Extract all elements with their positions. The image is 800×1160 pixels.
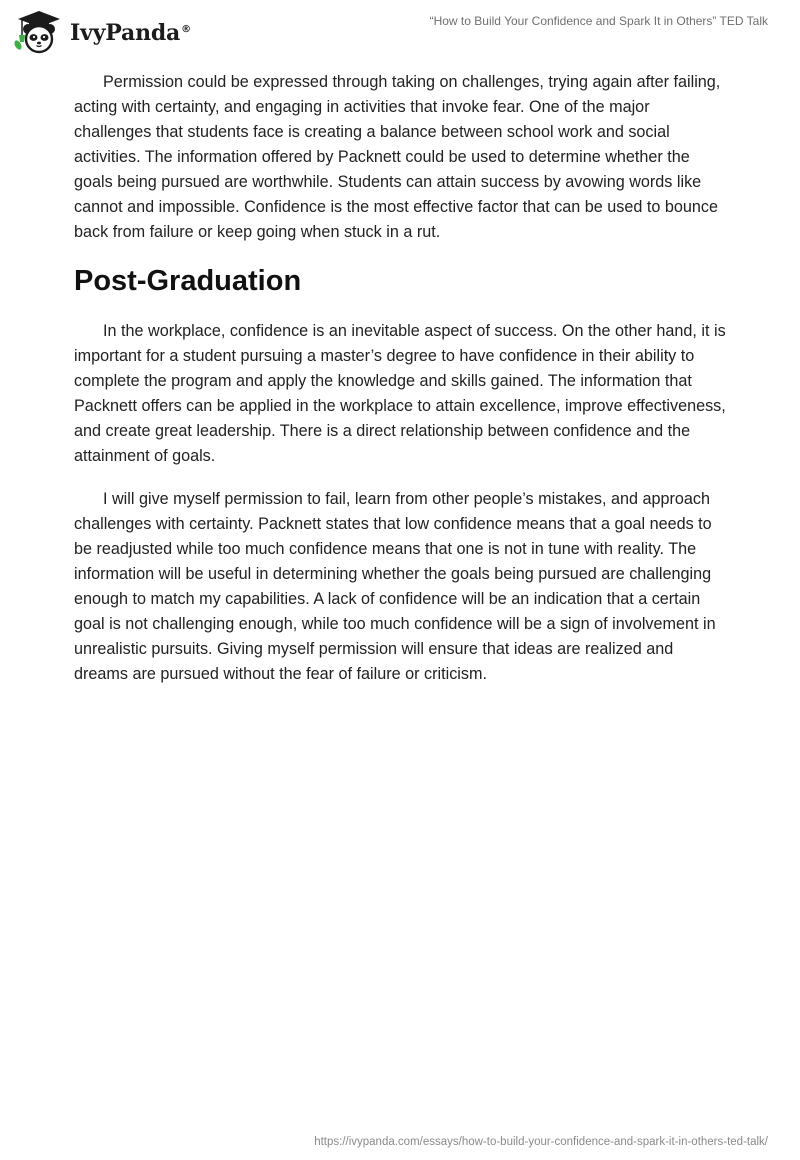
section-heading: Post-Graduation xyxy=(74,265,302,297)
page-header xyxy=(0,0,800,60)
source-url[interactable]: https://ivypanda.com/essays/how-to-build-your-confidence-and-spark-it-in-others-ted-talk/ xyxy=(314,1136,768,1148)
document-title: “How to Build Your Confidence and Spark It in Others” TED Talk xyxy=(429,14,768,28)
paragraph: In the workplace, confidence is an inevitable aspect of success. On the other hand, it is important for a student pursuing a master’s degree to have confidence in their ability to complete the program and apply the knowledge and skills gained. The information that Packnett offers can be applied in the workplace to attain excellence, improve effectiveness, and create great leadership. There is a direct relationship between confidence and the attainment of goals. xyxy=(74,322,726,465)
essay-content xyxy=(74,70,726,705)
paragraph: Permission could be expressed through taking on challenges, trying again after failing, acting with certainty, and engaging in activities that invoke fear. One of the major challenges that students face is creating a balance between school work and social activities. The information offered by Packnett could be used to determine whether the goals being pursued are worthwhile. Students can attain success by avowing words like cannot and impossible. Confidence is the most effective factor that can be used to bounce back from failure or keep going when stuck in a rut. xyxy=(74,73,721,241)
paragraph: I will give myself permission to fail, learn from other people’s mistakes, and approach challenges with certainty. Packnett states that low confidence means that a goal needs to be readjusted while too much confidence means that one is not in tune with reality. The information will be useful in determining whether the goals being pursued are challenging enough to match my capabilities. A lack of confidence will be an indication that a certain goal is not challenging enough, while too much confidence will be a sign of involvement in unrealistic pursuits. Giving myself permission will ensure that ideas are realized and dreams are pursued without the fear of failure or criticism. xyxy=(74,490,716,683)
logo-wordmark: IvyPanda® xyxy=(70,20,191,46)
ivypanda-logo[interactable] xyxy=(14,8,191,56)
panda-graduate-icon xyxy=(14,9,64,55)
